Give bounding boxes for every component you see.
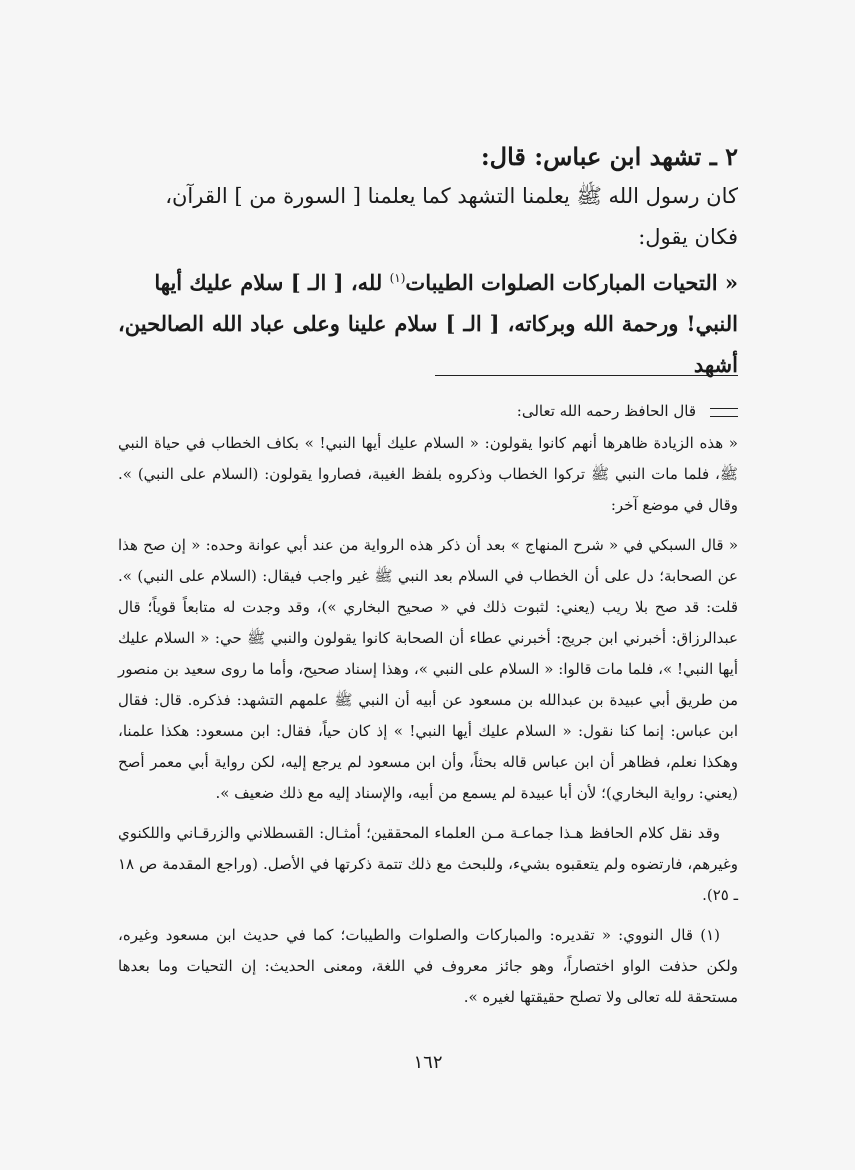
main-line <box>118 258 738 303</box>
main-text <box>118 176 738 385</box>
note-paragraph: وقد نقل كلام الحافظ هـذا جماعـة مـن العلماء المحققين؛ أمثـال: القسطلاني والزرقـاني واللكنوي وغيرهم، فارتضوه ولم يتعقبوه بشيء، وللبحث مع ذلك تتمة ذكرتها في الأصل. (وراجع المقدمة ص ١٨ ـ ٢٥). <box>118 824 738 904</box>
main-line: النبي! ورحمة الله وبركاته، [ الـ ] سلام علينا وعلى عباد الله الصالحين، أشهد <box>118 311 738 377</box>
footnote-label-row <box>118 398 738 424</box>
footnote-divider <box>435 375 738 376</box>
footnote-reference[interactable]: (١) <box>389 271 406 285</box>
note-paragraph: « قال السبكي في « شرح المنهاج » بعد أن ذكر هذه الرواية من عند أبي عوانة وحده: « إن صح هذا عن الصحابة؛ دل على أن الخطاب في السلام بعد النبي ﷺ غير واجب فيقال: (السلام على النبي) ». قلت: قد صح بلا ريب (يعني: لثبوت ذلك في « صحيح البخاري »)، وقد وجدت له متابعاً قوياً؛ قال عبدالرزاق: أخبرني ابن جريج: أخبرني عطاء أن الصحابة كانوا يقولون والنبي ﷺ حي: « السلام عليك أيها النبي! »، فلما مات قالوا: « السلام على النبي »، وهذا إسناد صحيح، وأما ما روى سعيد بن منصور من طريق أبي عبيدة بن عبدالله بن مسعود عن أبيه أن النبي ﷺ علمهم التشهد: فذكره. قال: فقال ابن عباس: إنما كنا نقول: « السلام عليك أيها النبي! » إذ كان حياً، فقال: ابن مسعود: هكذا علمنا، وهكذا نعلم، فظاهر أن ابن عباس قاله بحثاً، وأن ابن مسعود لم يرجع إليه، لكن رواية أبي معمر أصح (يعني: رواية البخاري)؛ لأن أبا عبيدة لم يسمع من أبيه، والإسناد إليه مع ذلك ضعيف ». <box>118 536 738 802</box>
main-line-part: « التحيات المباركات الصلوات الطيبات <box>405 270 738 295</box>
footnote-label: قال الحافظ رحمه الله تعالى: <box>516 402 696 420</box>
main-line: فكان يقول: <box>638 225 738 249</box>
section-heading: ٢ ـ تشهد ابن عباس: قال: <box>480 142 738 171</box>
note-paragraph: (١) قال النووي: « تقديره: والمباركات والصلوات والطيبات؛ كما في حديث ابن مسعود وغيره، ولكن حذفت الواو اختصاراً، وهو جائز معروف في اللغة، ومعنى الحديث: إن التحيات وما بعدها مستحقة لله تعالى ولا تصلح حقيقتها لغيره ». <box>118 926 738 1006</box>
double-line-icon <box>710 408 738 417</box>
note-paragraph: « هذه الزيادة ظاهرها أنهم كانوا يقولون: « السلام عليك أيها النبي! » بكاف الخطاب في حياة النبي ﷺ، فلما مات النبي ﷺ تركوا الخطاب وذكروه بلفظ الغيبة، فصاروا يقولون: (السلام على النبي) ». وقال في موضع آخر: <box>118 434 738 514</box>
page-number: ١٦٢ <box>413 1052 443 1073</box>
main-line-part: لله، [ الـ ] سلام عليك أيها <box>154 270 390 295</box>
main-line: كان رسول الله ﷺ يعلمنا التشهد كما يعلمنا [ السورة من ] القرآن، <box>165 184 738 208</box>
footnotes <box>118 428 738 1022</box>
